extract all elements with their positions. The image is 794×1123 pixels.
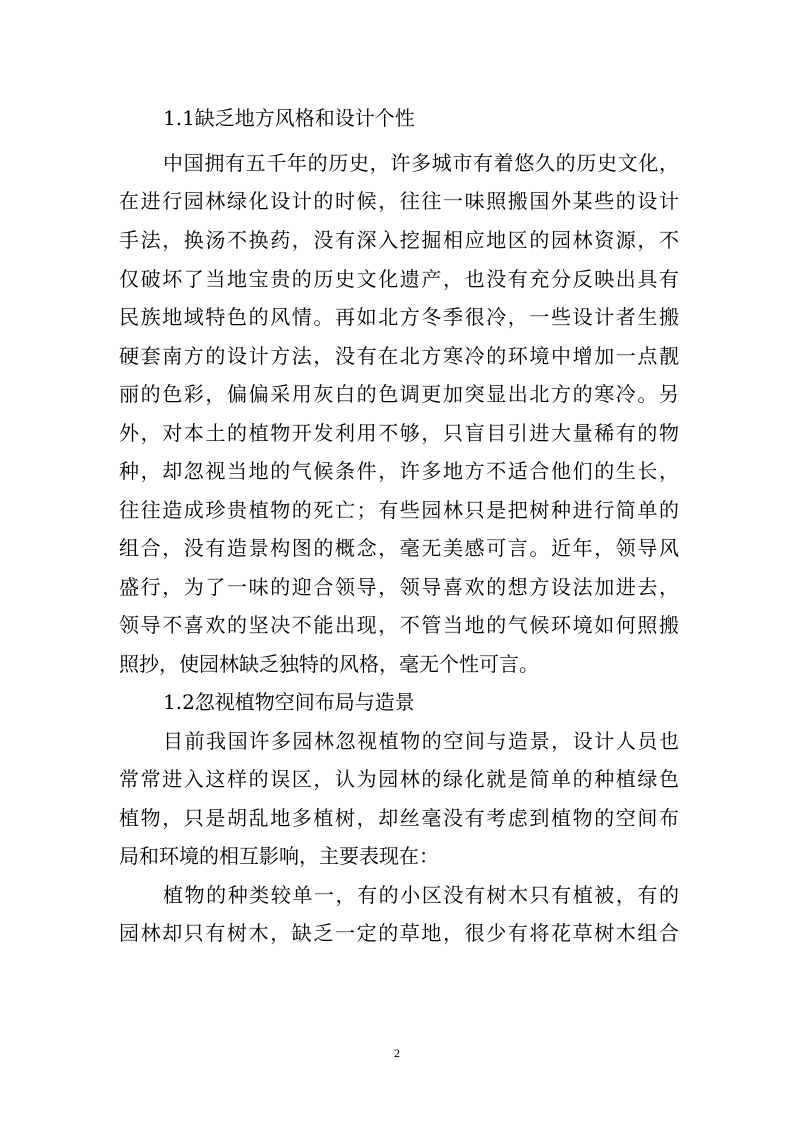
paragraph-line: 中国拥有五千年的历史，许多城市有着悠久的历史文化，	[163, 151, 679, 175]
paragraph-line: 丽的色彩，偏偏采用灰白的色调更加突显出北方的寒冷。另	[119, 382, 679, 406]
paragraph-line: 局和环境的相互影响，主要表现在：	[119, 844, 439, 868]
paragraph-line: 盛行，为了一味的迎合领导，领导喜欢的想方设法加进去，	[119, 575, 679, 599]
page-number: 2	[394, 1046, 400, 1060]
paragraph-line: 照抄，使园林缺乏独特的风格，毫无个性可言。	[119, 652, 539, 676]
heading-1-1: 1.1缺乏地方风格和设计个性	[163, 106, 415, 130]
paragraph-line: 民族地域特色的风情。再如北方冬季很冷，一些设计者生搬	[119, 305, 679, 329]
paragraph-line: 手法，换汤不换药，没有深入挖掘相应地区的园林资源，不	[119, 228, 679, 252]
paragraph-line: 园林却只有树木，缺乏一定的草地，很少有将花草树木组合	[119, 921, 679, 945]
paragraph-line: 植物，只是胡乱地多植树，却丝毫没有考虑到植物的空间布	[119, 806, 679, 830]
paragraph-line: 硬套南方的设计方法，没有在北方寒冷的环境中增加一点靓	[119, 344, 679, 368]
paragraph-line: 往往造成珍贵植物的死亡；有些园林只是把树种进行简单的	[119, 498, 679, 522]
paragraph-line: 种，却忽视当地的气候条件，许多地方不适合他们的生长，	[119, 459, 679, 483]
paragraph-line: 在进行园林绿化设计的时候，往往一味照搬国外某些的设计	[119, 189, 679, 213]
paragraph-line: 仅破坏了当地宝贵的历史文化遗产，也没有充分反映出具有	[119, 267, 679, 291]
paragraph-line: 领导不喜欢的坚决不能出现，不管当地的气候环境如何照搬	[119, 613, 679, 637]
paragraph-line: 常常进入这样的误区，认为园林的绿化就是简单的种植绿色	[119, 767, 679, 791]
paragraph-line: 植物的种类较单一，有的小区没有树木只有植被，有的	[163, 883, 679, 907]
heading-1-2: 1.2忽视植物空间布局与造景	[163, 690, 415, 714]
paragraph-line: 目前我国许多园林忽视植物的空间与造景，设计人员也	[163, 729, 679, 753]
paragraph-line: 外，对本土的植物开发利用不够，只盲目引进大量稀有的物	[119, 421, 679, 445]
paragraph-line: 组合，没有造景构图的概念，毫无美感可言。近年，领导风	[119, 536, 679, 560]
